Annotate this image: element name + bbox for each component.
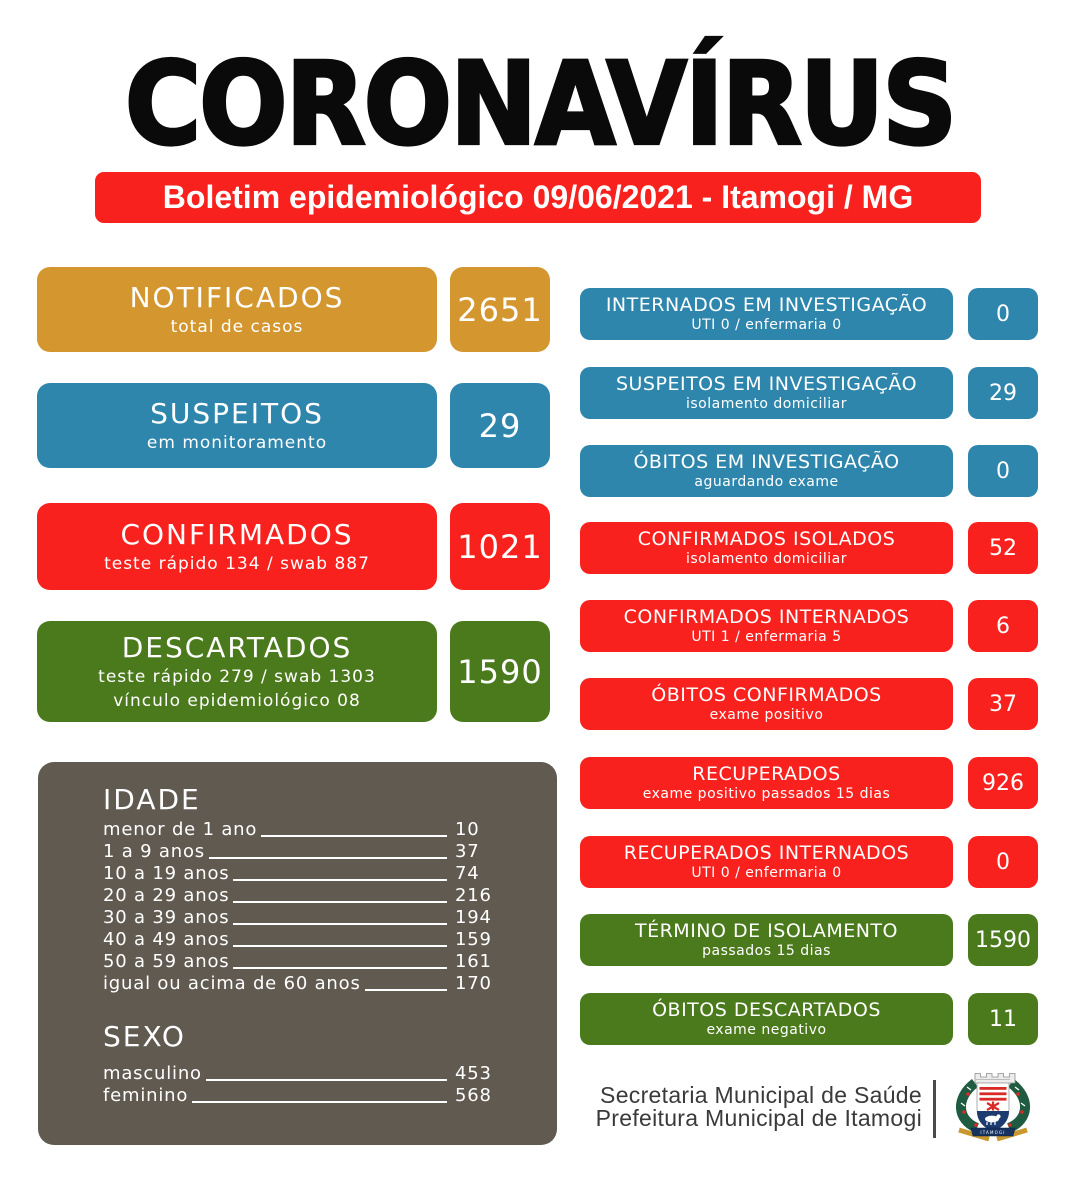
- berry: [962, 1110, 966, 1114]
- stat-obitos-descartados: [580, 993, 1038, 1045]
- leader-line: [261, 835, 447, 837]
- age-label: 40 a 49 anos: [103, 929, 230, 950]
- lamb-head: [996, 1114, 1000, 1118]
- leader-line: [233, 967, 447, 969]
- footer-line2: Prefeitura Municipal de Itamogi: [595, 1105, 922, 1131]
- stat-internados-investigacao: [580, 288, 1038, 340]
- stat-label: NOTIFICADOS: [129, 280, 345, 314]
- page-title: CORONAVÍRUS: [124, 36, 956, 172]
- leader-line: [209, 857, 447, 859]
- stat-label: SUSPEITOS EM INVESTIGAÇÃO: [615, 373, 918, 395]
- sex-value: 568: [455, 1085, 492, 1106]
- footer-credits: [560, 1084, 922, 1130]
- berry: [1016, 1092, 1020, 1096]
- stat-obitos-confirmados: [580, 678, 1038, 730]
- shield-red-bar: [980, 1098, 1007, 1101]
- sexo-rows: [103, 1062, 499, 1106]
- stat-label-box: [580, 836, 953, 888]
- stat-sublabel: teste rápido 134 / swab 887: [104, 553, 370, 574]
- stat-sublabel: UTI 0 / enfermaria 0: [691, 865, 842, 881]
- idade-title: IDADE: [103, 783, 201, 816]
- stat-label: TÉRMINO DE ISOLAMENTO: [634, 920, 898, 942]
- sex-label: masculino: [103, 1063, 202, 1084]
- banner-text: Boletim epidemiológico 09/06/2021 - Itamogi / MG: [162, 179, 914, 215]
- stat-label: SUSPEITOS: [150, 396, 324, 430]
- stat-value: 926: [968, 757, 1038, 809]
- age-value: 10: [455, 819, 480, 840]
- stat-sublabel: aguardando exame: [694, 474, 839, 490]
- stat-suspeitos: [37, 383, 550, 468]
- stat-value: 0: [968, 445, 1038, 497]
- stat-label: ÓBITOS EM INVESTIGAÇÃO: [633, 451, 900, 473]
- stat-suspeitos-investigacao: [580, 367, 1038, 419]
- stat-sublabel: isolamento domiciliar: [685, 396, 848, 412]
- stat-sublabel: UTI 0 / enfermaria 0: [691, 317, 842, 333]
- stat-descartados: [37, 621, 550, 722]
- stat-sublabel-2: vínculo epidemiológico 08: [113, 690, 361, 711]
- stat-sublabel: exame positivo: [709, 707, 824, 723]
- idade-rows: [103, 818, 499, 994]
- age-row: [103, 906, 499, 928]
- leader-line: [365, 989, 447, 991]
- stat-sublabel: passados 15 dias: [702, 943, 831, 959]
- age-label: menor de 1 ano: [103, 819, 258, 840]
- stat-label: CONFIRMADOS ISOLADOS: [637, 528, 896, 550]
- itamogi-coat-of-arms: [943, 1070, 1043, 1144]
- stat-value: 29: [968, 367, 1038, 419]
- age-value: 170: [455, 973, 492, 994]
- stat-label: RECUPERADOS: [692, 763, 841, 785]
- berry: [966, 1092, 970, 1096]
- stat-label-box: [580, 600, 953, 652]
- shield-red-bar: [980, 1087, 1007, 1090]
- stat-notificados: [37, 267, 550, 352]
- stat-confirmados-internados: [580, 600, 1038, 652]
- stat-sublabel: exame negativo: [706, 1022, 827, 1038]
- age-row: [103, 840, 499, 862]
- age-value: 37: [455, 841, 480, 862]
- shield-red-bar: [980, 1092, 1007, 1095]
- mural-crown: [975, 1074, 1015, 1084]
- stat-label-box: [580, 367, 953, 419]
- stat-label-box: [37, 267, 437, 352]
- age-value: 159: [455, 929, 492, 950]
- stat-value: 11: [968, 993, 1038, 1045]
- footer-line1: Secretaria Municipal de Saúde: [600, 1082, 922, 1108]
- leader-line: [233, 945, 447, 947]
- age-label: 10 a 19 anos: [103, 863, 230, 884]
- demographics-panel: [38, 762, 557, 1145]
- stat-label-box: [580, 445, 953, 497]
- stat-termino-isolamento: [580, 914, 1038, 966]
- berry: [1020, 1110, 1024, 1114]
- sex-row: [103, 1062, 499, 1084]
- age-value: 74: [455, 863, 480, 884]
- stat-label-box: [37, 503, 437, 590]
- stat-value: 37: [968, 678, 1038, 730]
- stat-sublabel: exame positivo passados 15 dias: [642, 786, 891, 802]
- stat-label: ÓBITOS CONFIRMADOS: [651, 684, 882, 706]
- stat-label-box: [37, 621, 437, 722]
- stat-value: 2651: [450, 267, 550, 352]
- age-row: [103, 884, 499, 906]
- stat-sublabel: total de casos: [170, 316, 304, 337]
- stat-value: 1590: [450, 621, 550, 722]
- age-label: 1 a 9 anos: [103, 841, 205, 862]
- footer-divider: [933, 1080, 936, 1138]
- stat-label-box: [37, 383, 437, 468]
- stat-value: 29: [450, 383, 550, 468]
- bulletin-banner: [95, 172, 981, 223]
- age-row: [103, 862, 499, 884]
- age-row: [103, 950, 499, 972]
- stat-sublabel: isolamento domiciliar: [685, 551, 848, 567]
- sex-row: [103, 1084, 499, 1106]
- age-value: 161: [455, 951, 492, 972]
- stat-sublabel: em monitoramento: [146, 432, 328, 453]
- stat-value: 1021: [450, 503, 550, 590]
- leader-line: [233, 879, 447, 881]
- stat-confirmados: [37, 503, 550, 590]
- stat-label: DESCARTADOS: [121, 630, 353, 664]
- leader-line: [233, 901, 447, 903]
- stat-label: ÓBITOS DESCARTADOS: [652, 999, 881, 1021]
- stat-value: 6: [968, 600, 1038, 652]
- age-row: [103, 818, 499, 840]
- stat-label-box: [580, 914, 953, 966]
- stat-obitos-investigacao: [580, 445, 1038, 497]
- age-row: [103, 928, 499, 950]
- berry: [974, 1123, 978, 1127]
- sex-label: feminino: [103, 1085, 189, 1106]
- stat-label-box: [580, 757, 953, 809]
- stat-label: CONFIRMADOS INTERNADOS: [623, 606, 910, 628]
- stat-value: 1590: [968, 914, 1038, 966]
- age-value: 216: [455, 885, 492, 906]
- stat-label-box: [580, 522, 953, 574]
- stat-label-box: [580, 678, 953, 730]
- stat-value: 0: [968, 288, 1038, 340]
- sex-value: 453: [455, 1063, 492, 1084]
- stat-recuperados-internados: [580, 836, 1038, 888]
- stat-value: 52: [968, 522, 1038, 574]
- stat-confirmados-isolados: [580, 522, 1038, 574]
- stat-value: 0: [968, 836, 1038, 888]
- age-value: 194: [455, 907, 492, 928]
- age-label: 20 a 29 anos: [103, 885, 230, 906]
- sexo-title: SEXO: [103, 1020, 186, 1053]
- age-label: 30 a 39 anos: [103, 907, 230, 928]
- stat-label-box: [580, 993, 953, 1045]
- ribbon-text: ITAMOGI: [980, 1130, 1006, 1135]
- leader-line: [206, 1079, 447, 1081]
- berry: [1008, 1123, 1012, 1127]
- stat-recuperados: [580, 757, 1038, 809]
- stat-label: INTERNADOS EM INVESTIGAÇÃO: [605, 294, 928, 316]
- age-label: 50 a 59 anos: [103, 951, 230, 972]
- stat-sublabel: teste rápido 279 / swab 1303: [98, 666, 376, 687]
- leader-line: [233, 923, 447, 925]
- age-label: igual ou acima de 60 anos: [103, 973, 361, 994]
- stat-label-box: [580, 288, 953, 340]
- wreath-right: [1009, 1083, 1025, 1128]
- stat-sublabel: UTI 1 / enfermaria 5: [691, 629, 842, 645]
- leader-line: [192, 1101, 447, 1103]
- stat-label: CONFIRMADOS: [120, 517, 354, 551]
- age-row: [103, 972, 499, 994]
- stat-label: RECUPERADOS INTERNADOS: [623, 842, 910, 864]
